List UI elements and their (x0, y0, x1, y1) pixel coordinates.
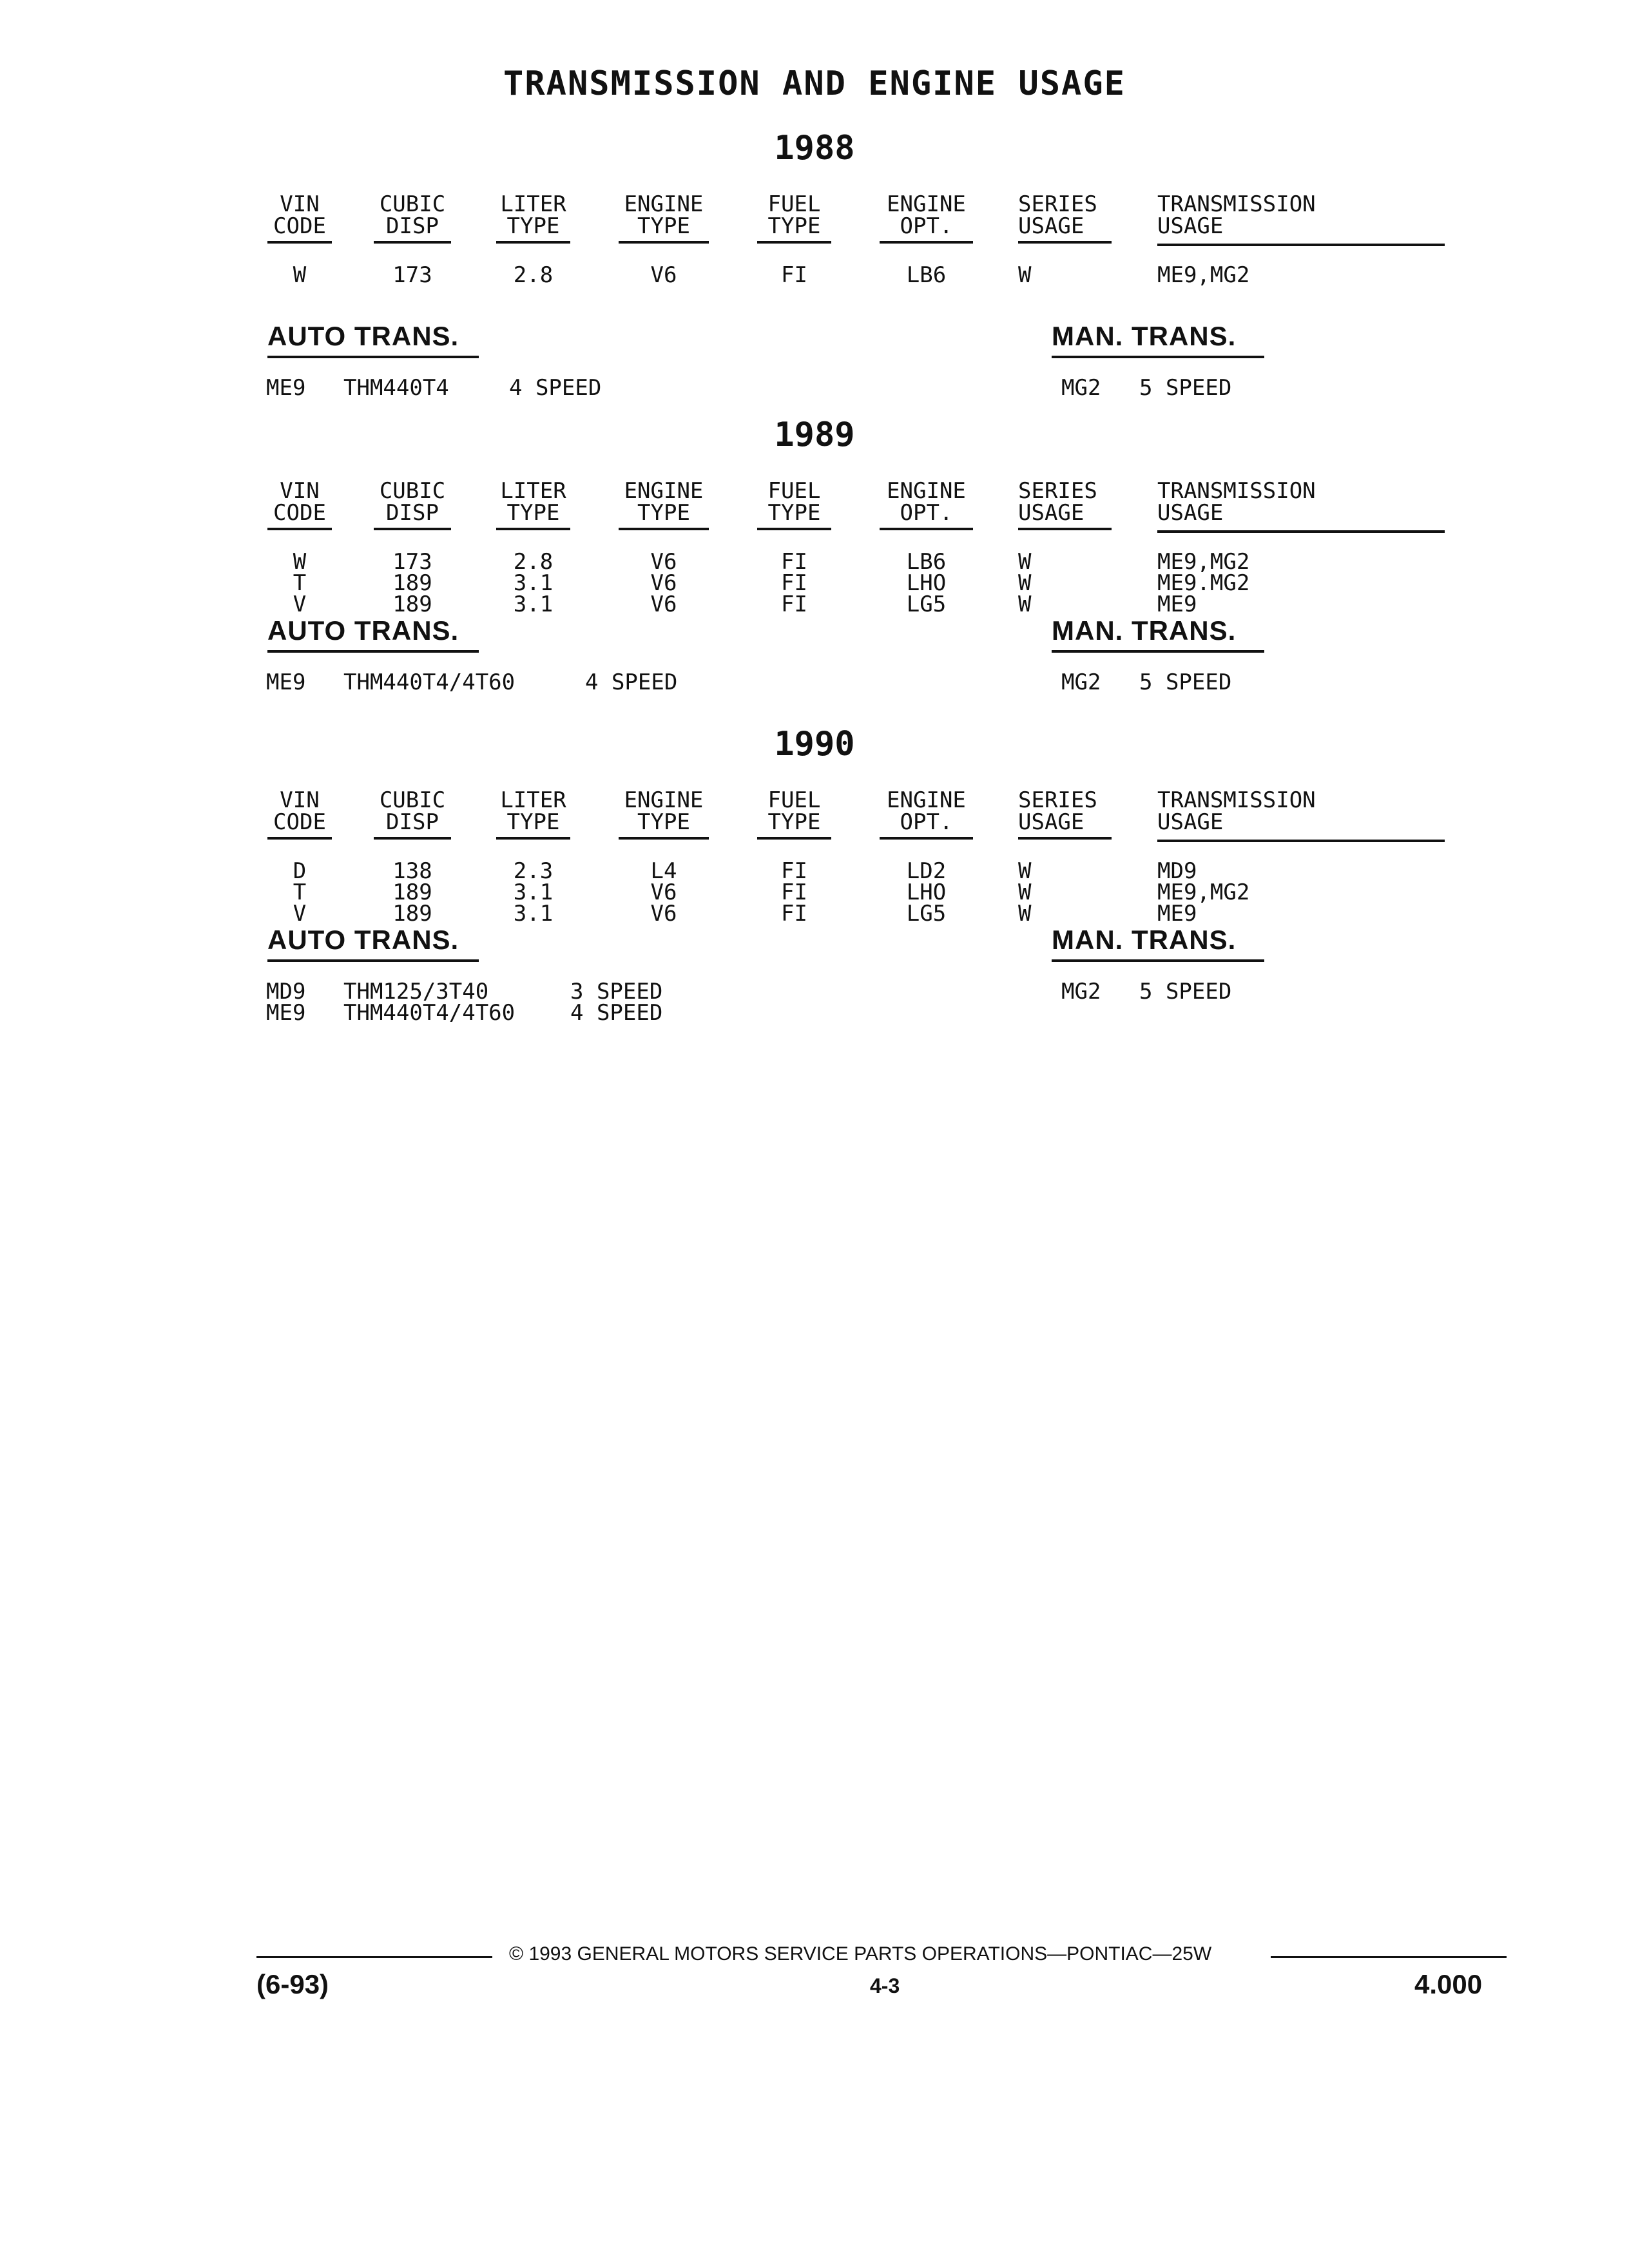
table-cell-fuel: FI (781, 901, 807, 927)
header-line: LITER (500, 478, 566, 504)
year-heading: 1990 (774, 725, 855, 764)
header-line: LITER (500, 787, 566, 813)
header-line: OPT. (880, 215, 973, 244)
column-header-trans (1157, 789, 1316, 833)
header-line: CUBIC (379, 191, 446, 217)
column-header-vin (267, 480, 332, 530)
header-line: USAGE (1157, 213, 1224, 239)
column-header-engopt (880, 193, 973, 244)
column-header-vin (267, 193, 332, 244)
auto-trans-model: THM125/3T40 (343, 979, 489, 1004)
table-cell-engine: V6 (650, 879, 677, 905)
table-cell-opt: LG5 (906, 901, 947, 927)
man-trans-code: MG2 (1061, 669, 1101, 695)
column-header-vin (267, 789, 332, 840)
man-trans-rule (1052, 650, 1264, 653)
auto-trans-heading: AUTO TRANS. (267, 321, 459, 351)
header-line: FUEL (767, 478, 821, 504)
table-cell-trans: ME9,MG2 (1157, 549, 1250, 575)
header-line: TYPE (757, 215, 831, 244)
header-line: TRANSMISSION (1157, 191, 1316, 217)
table-cell-engine: V6 (650, 549, 677, 575)
footer-rule-right (1271, 1956, 1507, 1958)
table-cell-series: W (1018, 570, 1032, 596)
man-trans-speed: 5 SPEED (1139, 979, 1232, 1004)
table-cell-opt: LHO (906, 570, 947, 596)
table-cell-fuel: FI (781, 262, 807, 288)
header-line: TYPE (496, 215, 570, 244)
footer-section-number: 4.000 (1414, 1969, 1483, 1999)
header-line: DISP (374, 811, 451, 840)
header-line: TYPE (619, 215, 709, 244)
table-cell-liter: 3.1 (513, 879, 554, 905)
header-line: SERIES (1018, 191, 1097, 217)
header-line: TYPE (757, 811, 831, 840)
header-line: CUBIC (379, 787, 446, 813)
header-line: OPT. (880, 502, 973, 530)
table-cell-vin: V (293, 901, 307, 927)
table-cell-liter: 3.1 (513, 901, 554, 927)
auto-trans-rule (267, 650, 479, 653)
auto-trans-speed: 4 SPEED (570, 1000, 663, 1026)
auto-trans-heading: AUTO TRANS. (267, 615, 459, 646)
column-header-series (1018, 480, 1112, 530)
header-line: LITER (500, 191, 566, 217)
header-line: ENGINE (624, 191, 704, 217)
table-cell-vin: T (293, 879, 307, 905)
table-cell-fuel: FI (781, 549, 807, 575)
header-line: VIN (280, 478, 320, 504)
table-cell-vin: D (293, 858, 307, 884)
column-header-liter (496, 789, 570, 840)
table-cell-liter: 2.8 (513, 549, 554, 575)
auto-trans-code: MD9 (266, 979, 306, 1004)
header-line: TYPE (496, 811, 570, 840)
header-line: SERIES (1018, 478, 1097, 504)
footer-rule-left (256, 1956, 492, 1958)
table-cell-cubic: 173 (392, 262, 432, 288)
footer-page-number: 4-3 (870, 1974, 900, 1997)
auto-trans-speed: 3 SPEED (570, 979, 663, 1004)
table-cell-trans: ME9.MG2 (1157, 570, 1250, 596)
header-line: TYPE (496, 502, 570, 530)
table-cell-series: W (1018, 591, 1032, 617)
auto-trans-code: ME9 (266, 669, 306, 695)
auto-trans-speed: 4 SPEED (509, 375, 602, 401)
column-header-trans (1157, 193, 1316, 237)
auto-trans-model: THM440T4/4T60 (343, 1000, 516, 1026)
table-cell-cubic: 189 (392, 879, 432, 905)
header-line: CODE (267, 502, 332, 530)
table-cell-vin: W (293, 262, 307, 288)
table-cell-vin: V (293, 591, 307, 617)
header-line: DISP (374, 215, 451, 244)
header-line: TRANSMISSION (1157, 478, 1316, 504)
man-trans-heading: MAN. TRANS. (1052, 615, 1237, 646)
header-line: SERIES (1018, 787, 1097, 813)
header-line: USAGE (1157, 500, 1224, 526)
column-header-series (1018, 193, 1112, 244)
table-cell-trans: MD9 (1157, 858, 1197, 884)
header-line: DISP (374, 502, 451, 530)
column-header-engine (619, 789, 709, 840)
table-cell-series: W (1018, 879, 1032, 905)
header-line: USAGE (1018, 502, 1112, 530)
table-cell-liter: 2.3 (513, 858, 554, 884)
header-rule (1157, 244, 1445, 246)
column-header-cubic (374, 193, 451, 244)
table-cell-engine: L4 (650, 858, 677, 884)
column-header-engine (619, 480, 709, 530)
table-cell-engine: V6 (650, 591, 677, 617)
table-cell-fuel: FI (781, 570, 807, 596)
table-cell-liter: 3.1 (513, 570, 554, 596)
header-line: TYPE (619, 811, 709, 840)
table-cell-liter: 3.1 (513, 591, 554, 617)
auto-trans-model: THM440T4/4T60 (343, 669, 516, 695)
table-cell-series: W (1018, 858, 1032, 884)
column-header-fuel (757, 193, 831, 244)
table-cell-engine: V6 (650, 901, 677, 927)
table-cell-engine: V6 (650, 262, 677, 288)
auto-trans-model: THM440T4 (343, 375, 449, 401)
table-cell-series: W (1018, 262, 1032, 288)
table-cell-cubic: 189 (392, 591, 432, 617)
header-line: ENGINE (887, 787, 966, 813)
column-header-series (1018, 789, 1112, 840)
page-title: TRANSMISSION AND ENGINE USAGE (503, 64, 1126, 103)
header-line: TRANSMISSION (1157, 787, 1316, 813)
header-line: TYPE (619, 502, 709, 530)
header-line: CUBIC (379, 478, 446, 504)
header-line: VIN (280, 787, 320, 813)
header-line: CODE (267, 215, 332, 244)
table-cell-cubic: 138 (392, 858, 432, 884)
column-header-liter (496, 193, 570, 244)
table-cell-trans: ME9,MG2 (1157, 879, 1250, 905)
header-line: VIN (280, 191, 320, 217)
column-header-liter (496, 480, 570, 530)
table-cell-series: W (1018, 549, 1032, 575)
auto-trans-speed: 4 SPEED (585, 669, 678, 695)
table-cell-opt: LG5 (906, 591, 947, 617)
column-header-fuel (757, 480, 831, 530)
column-header-engopt (880, 789, 973, 840)
table-cell-vin: W (293, 549, 307, 575)
man-trans-speed: 5 SPEED (1139, 669, 1232, 695)
header-line: ENGINE (624, 478, 704, 504)
column-header-trans (1157, 480, 1316, 524)
table-cell-fuel: FI (781, 591, 807, 617)
auto-trans-code: ME9 (266, 375, 306, 401)
table-cell-fuel: FI (781, 858, 807, 884)
table-cell-trans: ME9,MG2 (1157, 262, 1250, 288)
auto-trans-rule (267, 959, 479, 962)
header-rule (1157, 530, 1445, 533)
man-trans-heading: MAN. TRANS. (1052, 925, 1237, 955)
header-line: FUEL (767, 191, 821, 217)
table-cell-fuel: FI (781, 879, 807, 905)
header-line: CODE (267, 811, 332, 840)
column-header-fuel (757, 789, 831, 840)
table-cell-cubic: 173 (392, 549, 432, 575)
table-cell-opt: LD2 (906, 858, 947, 884)
auto-trans-heading: AUTO TRANS. (267, 925, 459, 955)
header-line: FUEL (767, 787, 821, 813)
man-trans-heading: MAN. TRANS. (1052, 321, 1237, 351)
man-trans-code: MG2 (1061, 375, 1101, 401)
column-header-cubic (374, 789, 451, 840)
header-line: USAGE (1157, 809, 1224, 835)
table-cell-opt: LHO (906, 879, 947, 905)
year-heading: 1988 (774, 129, 855, 168)
table-cell-trans: ME9 (1157, 591, 1197, 617)
auto-trans-code: ME9 (266, 1000, 306, 1026)
header-line: ENGINE (887, 478, 966, 504)
auto-trans-rule (267, 356, 479, 358)
table-cell-engine: V6 (650, 570, 677, 596)
man-trans-rule (1052, 959, 1264, 962)
footer-date: (6-93) (256, 1969, 329, 1999)
column-header-engine (619, 193, 709, 244)
footer-copyright: © 1993 GENERAL MOTORS SERVICE PARTS OPERATIONS—PONTIAC—25W (509, 1943, 1212, 1965)
table-cell-cubic: 189 (392, 901, 432, 927)
man-trans-speed: 5 SPEED (1139, 375, 1232, 401)
header-line: USAGE (1018, 811, 1112, 840)
column-header-engopt (880, 480, 973, 530)
table-cell-opt: LB6 (906, 549, 947, 575)
table-cell-series: W (1018, 901, 1032, 927)
table-cell-vin: T (293, 570, 307, 596)
table-cell-opt: LB6 (906, 262, 947, 288)
header-line: TYPE (757, 502, 831, 530)
header-line: OPT. (880, 811, 973, 840)
header-rule (1157, 840, 1445, 842)
man-trans-code: MG2 (1061, 979, 1101, 1004)
header-line: USAGE (1018, 215, 1112, 244)
man-trans-rule (1052, 356, 1264, 358)
table-cell-liter: 2.8 (513, 262, 554, 288)
column-header-cubic (374, 480, 451, 530)
table-cell-cubic: 189 (392, 570, 432, 596)
table-cell-trans: ME9 (1157, 901, 1197, 927)
year-heading: 1989 (774, 416, 855, 454)
header-line: ENGINE (887, 191, 966, 217)
header-line: ENGINE (624, 787, 704, 813)
